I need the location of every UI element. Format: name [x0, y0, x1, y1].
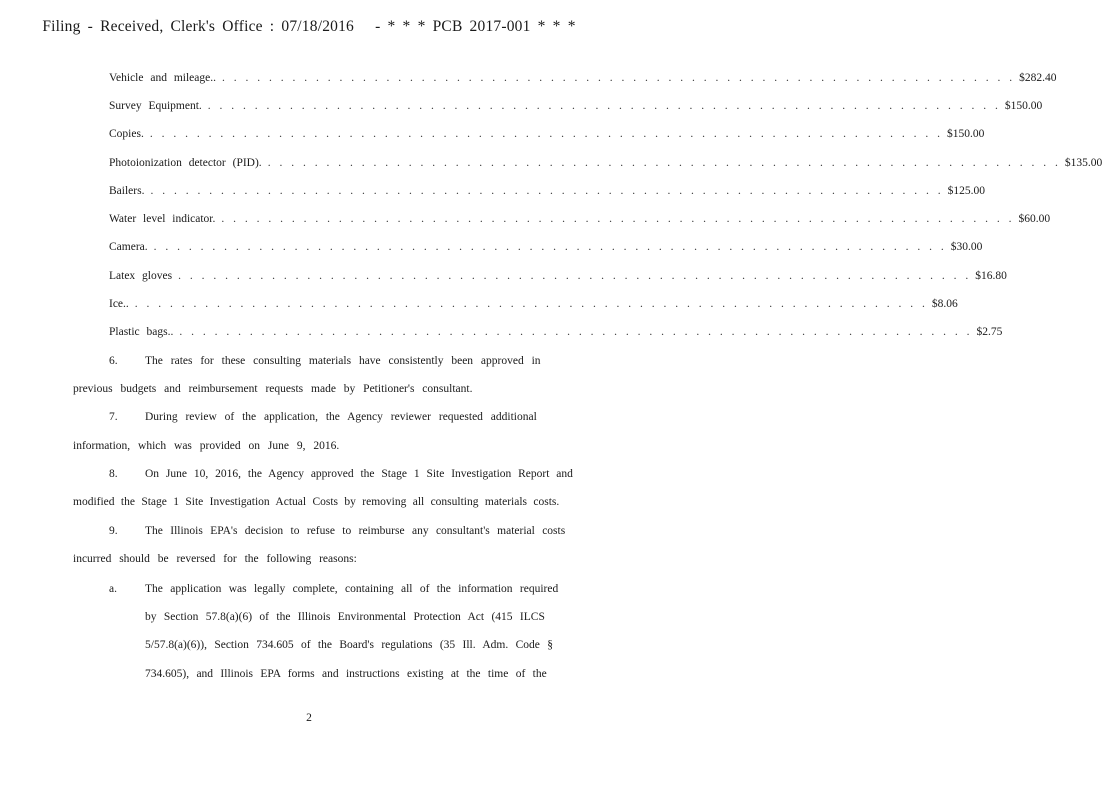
subparagraph-text: 5/57.8(a)(6)), Section 734.605 of the Board's regulations (35 Ill. Adm. Code § [145, 639, 554, 651]
cost-label: Ice.. [109, 298, 129, 310]
paragraph-text: During review of the application, the Agency reviewer requested additional [145, 411, 537, 423]
subparagraph-letter: a. [109, 583, 117, 595]
cost-amount: $125.00 [947, 185, 985, 197]
cost-amount: $2.75 [976, 326, 1003, 338]
paragraph-text: previous budgets and reimbursement requests made by Petitioner's consultant. [73, 383, 473, 395]
subparagraph-text: The application was legally complete, containing all of the information required [145, 583, 559, 595]
cost-row [109, 100, 1043, 114]
dot-leader: . . . . . . . . . . . . . . . . . . . . . . . . . . . . . . . . . . . . . . . . . . . . . . . . . . . . . . . . . . . . . . . . . . . . [221, 213, 1015, 225]
filing-stamp: Filing - Received, Clerk's Office : 07/18/2016 [42, 18, 354, 35]
cost-amount: $135.00 [1064, 157, 1102, 169]
paragraph-text: incurred should be reversed for the following reasons: [73, 553, 357, 565]
cost-row [109, 128, 985, 142]
cost-row [109, 157, 1102, 171]
cost-label: Vehicle and mileage.. [109, 72, 216, 84]
paragraph-text: information, which was provided on June 9, 2016. [73, 440, 340, 452]
cost-label: Bailers. [109, 185, 145, 197]
cost-row [109, 326, 1003, 340]
dot-leader: . . . . . . . . . . . . . . . . . . . . . . . . . . . . . . . . . . . . . . . . . . . . . . . . . . . . . . . . . . . . . . . . . . . . [149, 128, 943, 140]
dot-leader: . . . . . . . . . . . . . . . . . . . . . . . . . . . . . . . . . . . . . . . . . . . . . . . . . . . . . . . . . . . . . . . . . . . . [153, 241, 947, 253]
cost-row [109, 270, 1007, 284]
cost-label: Latex gloves [109, 270, 173, 282]
cost-label: Water level indicator. [109, 213, 216, 225]
dot-leader: . . . . . . . . . . . . . . . . . . . . . . . . . . . . . . . . . . . . . . . . . . . . . . . . . . . . . . . . . . . . . . . . . . . . [150, 185, 944, 197]
cost-row [109, 213, 1051, 227]
cost-row [109, 241, 983, 255]
paragraph-text: The Illinois EPA's decision to refuse to reimburse any consultant's material costs [145, 525, 566, 537]
dot-leader: . . . . . . . . . . . . . . . . . . . . . . . . . . . . . . . . . . . . . . . . . . . . . . . . . . . . . . . . . . . . . . . . . . . . [267, 157, 1061, 169]
cost-label: Plastic bags.. [109, 326, 174, 338]
cost-amount: $282.40 [1019, 72, 1057, 84]
paragraph-number: 9. [109, 525, 118, 537]
cost-amount: $30.00 [950, 241, 983, 253]
cost-amount: $16.80 [975, 270, 1007, 282]
dot-leader: . . . . . . . . . . . . . . . . . . . . . . . . . . . . . . . . . . . . . . . . . . . . . . . . . . . . . . . . . . . . . . . . . . . . [207, 100, 1001, 112]
cost-amount: $150.00 [1004, 100, 1043, 112]
dot-leader: . . . . . . . . . . . . . . . . . . . . . . . . . . . . . . . . . . . . . . . . . . . . . . . . . . . . . . . . . . . . . . . . . . . . [134, 298, 928, 310]
cost-row [109, 185, 985, 199]
dot-leader: . . . . . . . . . . . . . . . . . . . . . . . . . . . . . . . . . . . . . . . . . . . . . . . . . . . . . . . . . . . . . . . . . . . . [178, 270, 972, 282]
paragraph-number: 8. [109, 468, 118, 480]
cost-row [109, 298, 958, 312]
paragraph-text: modified the Stage 1 Site Investigation Actual Costs by removing all consulting materials costs. [73, 496, 560, 508]
cost-label: Photoionization detector (PID). [109, 157, 262, 169]
paragraph-text: The rates for these consulting materials have consistently been approved in [145, 355, 541, 367]
paragraph-number: 7. [109, 411, 118, 423]
cost-label: Copies. [109, 128, 144, 140]
paragraph-text: On June 10, 2016, the Agency approved the Stage 1 Site Investigation Report and [145, 468, 573, 480]
subparagraph-text: by Section 57.8(a)(6) of the Illinois Environmental Protection Act (415 ILCS [145, 611, 545, 623]
paragraph-number: 6. [109, 355, 118, 367]
subparagraph-text: 734.605), and Illinois EPA forms and instructions existing at the time of the [145, 668, 547, 680]
cost-row [109, 72, 1057, 86]
docket-number: - * * * PCB 2017-001 * * * [375, 18, 576, 35]
cost-label: Camera. [109, 241, 148, 253]
cost-label: Survey Equipment. [109, 100, 202, 112]
page-number: 2 [306, 712, 312, 724]
cost-amount: $60.00 [1018, 213, 1051, 225]
cost-amount: $8.06 [931, 298, 958, 310]
dot-leader: . . . . . . . . . . . . . . . . . . . . . . . . . . . . . . . . . . . . . . . . . . . . . . . . . . . . . . . . . . . . . . . . . . . . [222, 72, 1016, 84]
dot-leader: . . . . . . . . . . . . . . . . . . . . . . . . . . . . . . . . . . . . . . . . . . . . . . . . . . . . . . . . . . . . . . . . . . . . [179, 326, 973, 338]
filing-header [0, 18, 618, 36]
cost-amount: $150.00 [946, 128, 985, 140]
